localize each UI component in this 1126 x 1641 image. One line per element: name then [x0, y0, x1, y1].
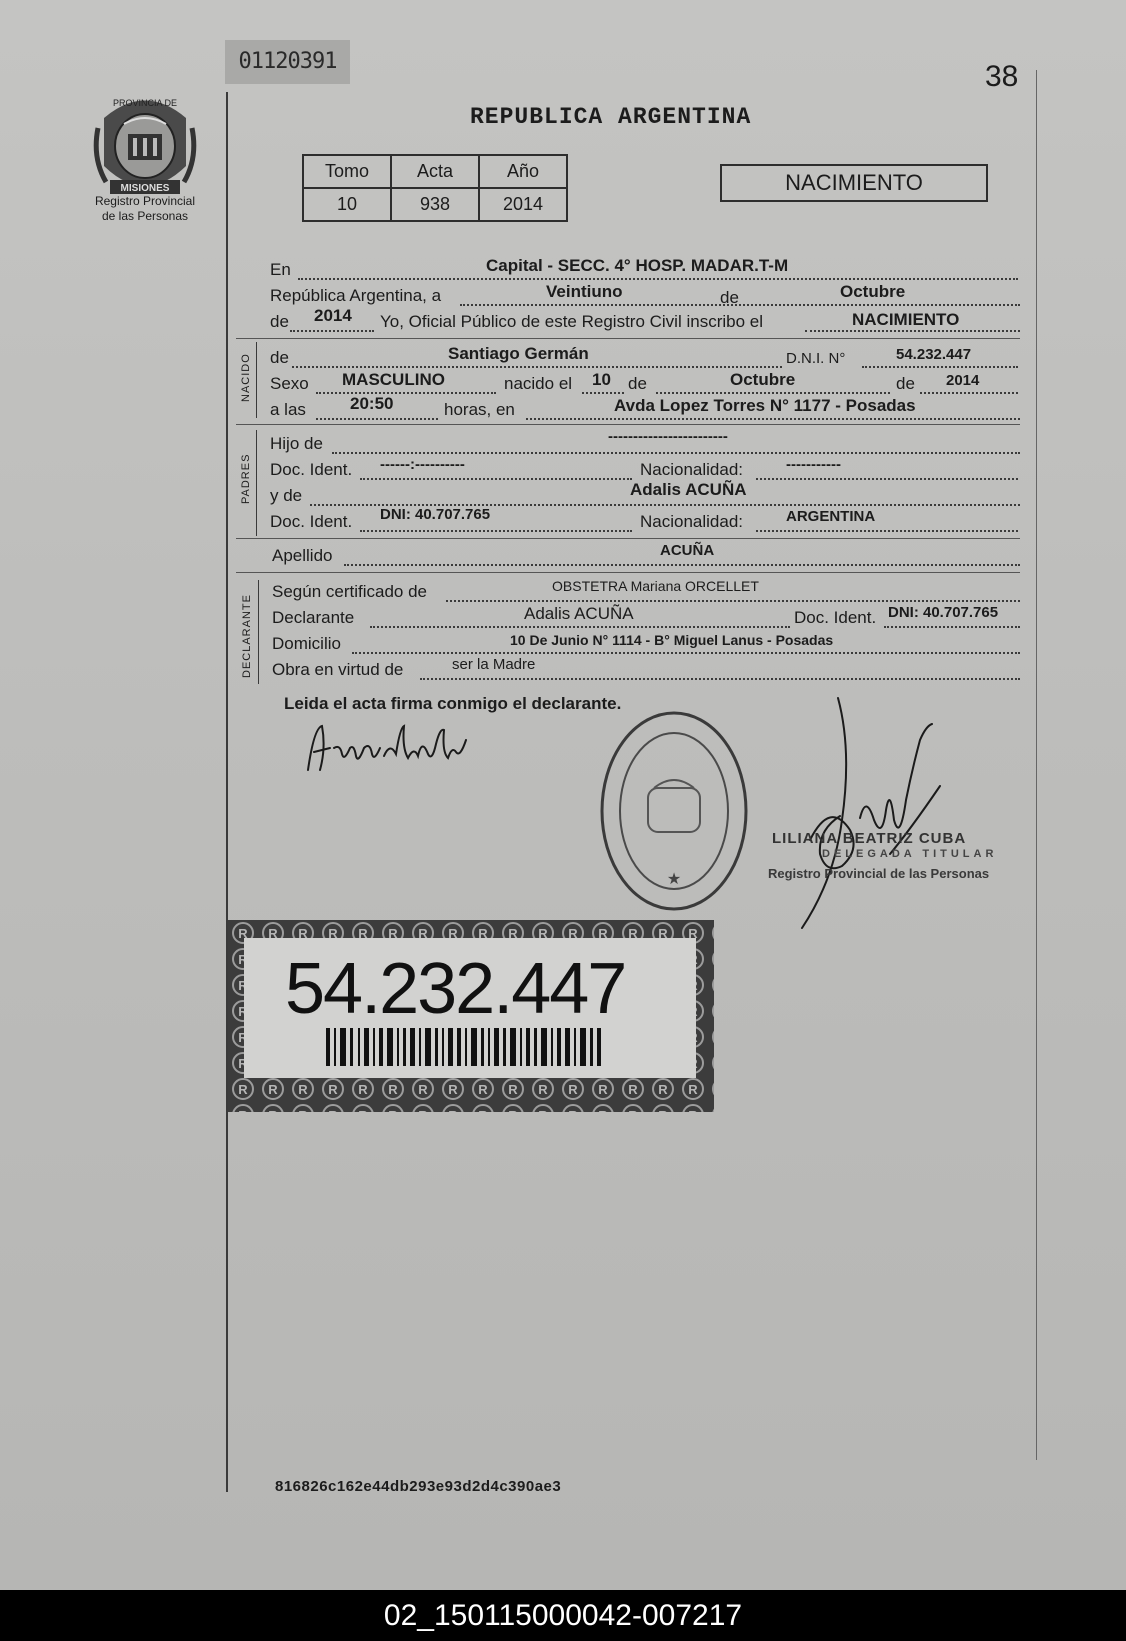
- birth-month: Octubre: [730, 370, 796, 389]
- nac2-label: Nacionalidad:: [640, 512, 744, 531]
- official-title: DELEGADA TITULAR: [822, 848, 998, 860]
- hijo-de-label: Hijo de: [270, 434, 323, 453]
- domicilio-label: Domicilio: [272, 634, 341, 653]
- logo-caption: [80, 194, 210, 224]
- footer-file-id: 02_150115000042-007217: [0, 1590, 1126, 1641]
- decl-doc-dots: [884, 626, 1020, 628]
- declarante-section-label: DECLARANTE: [241, 594, 253, 678]
- official-seal-stamp: [596, 706, 752, 916]
- doc2-label: Doc. Ident.: [270, 512, 353, 531]
- official-registry: Registro Provincial de las Personas: [768, 866, 990, 881]
- father-nationality: -----------: [786, 456, 841, 473]
- apellido-value: ACUÑA: [660, 542, 715, 559]
- nac2-dots: [756, 530, 1018, 532]
- day-dots: [582, 392, 624, 394]
- birth-de-label: de: [628, 374, 647, 393]
- padres-section-label: PADRES: [240, 453, 252, 504]
- apellido-dots: [344, 564, 1020, 566]
- record-table-header-row: [303, 155, 567, 188]
- right-margin-line: [1036, 70, 1037, 1460]
- act-year: 2014: [314, 306, 352, 325]
- apellido-top-rule: [236, 538, 1020, 539]
- official-signature: [790, 690, 960, 934]
- provincial-coat-of-arms-icon: [90, 88, 200, 206]
- record-header-anio: Año: [479, 155, 567, 188]
- nacido-top-rule: [236, 338, 1020, 339]
- mother-nationality: ARGENTINA: [786, 508, 876, 525]
- nacido-el-label: nacido el: [504, 374, 573, 393]
- nac1-label: Nacionalidad:: [640, 460, 744, 479]
- declarante-label: Declarante: [272, 608, 355, 627]
- record-type-box: NACIMIENTO: [720, 164, 988, 202]
- record-header-acta: Acta: [391, 155, 479, 188]
- obra-dots: [420, 678, 1020, 680]
- obra-label: Obra en virtud de: [272, 660, 404, 679]
- domicilio-dots: [352, 652, 1020, 654]
- father-name: ------------------------: [608, 428, 728, 445]
- y-de-label: y de: [270, 486, 303, 505]
- yo-label: Yo, Oficial Público de este Registro Civil inscribo el: [380, 312, 763, 331]
- child-sex: MASCULINO: [342, 370, 445, 389]
- a-las-label: a las: [270, 400, 306, 419]
- act-de-label: de: [720, 288, 739, 307]
- doc1-dots: [360, 478, 632, 480]
- dni-dots: [862, 366, 1018, 368]
- declarante-value: Adalis ACUÑA: [524, 604, 634, 623]
- father-doc: ------:----------: [380, 456, 465, 473]
- svg-text:★: ★: [666, 869, 682, 888]
- declarante-side-line: [258, 580, 259, 684]
- sexo-label: Sexo: [270, 374, 309, 393]
- en-dots: [298, 278, 1018, 280]
- mother-name: Adalis ACUÑA: [630, 480, 747, 499]
- record-table: [302, 154, 568, 222]
- record-table-value-row: [303, 188, 567, 221]
- birth-place-dots: [526, 418, 1020, 420]
- rep-label: República Argentina, a: [270, 286, 442, 305]
- nacido-side-line: [256, 342, 257, 418]
- birth-year: 2014: [946, 372, 980, 389]
- en-label: En: [270, 260, 291, 279]
- document-hash: 816826c162e44db293e93d2d4c390ae3: [275, 1478, 562, 1495]
- domicilio-value: 10 De Junio N° 1114 - B° Miguel Lanus - Posadas: [510, 632, 834, 648]
- time-dots: [316, 418, 438, 420]
- act-place: Capital - SECC. 4° HOSP. MADAR.T-M: [486, 256, 789, 275]
- declarante-top-rule: [236, 572, 1020, 573]
- decl-doc-value: DNI: 40.707.765: [888, 604, 999, 621]
- nacido-section-label: NACIDO: [240, 353, 252, 402]
- closing-statement: Leida el acta firma conmigo el declarante.: [284, 694, 622, 713]
- declarante-dots: [370, 626, 790, 628]
- year-dots: [290, 330, 374, 332]
- cert-dots: [446, 600, 1020, 602]
- cert-label: Según certificado de: [272, 582, 427, 601]
- doc2-dots: [360, 530, 632, 532]
- official-name: LILIANA BEATRIZ CUBA: [772, 830, 967, 847]
- birth-day: 10: [592, 370, 611, 389]
- left-margin-line: [226, 92, 228, 1492]
- record-value-tomo: 10: [303, 188, 391, 221]
- birth-time: 20:50: [350, 394, 394, 413]
- father-dots: [332, 452, 1020, 454]
- declarant-signature: [300, 718, 480, 776]
- name-dots: [292, 366, 782, 368]
- rep-dots: [460, 304, 1020, 306]
- mother-doc: DNI: 40.707.765: [380, 506, 491, 523]
- act-de-year-label: de: [270, 312, 289, 331]
- act-inscribed: NACIMIENTO: [852, 310, 960, 329]
- cert-value: OBSTETRA Mariana ORCELLET: [552, 578, 759, 594]
- nacido-de-label: de: [270, 348, 289, 367]
- birth-month-dots: [656, 392, 890, 394]
- horas-label: horas, en: [444, 400, 515, 419]
- birth-place: Avda Lopez Torres N° 1177 - Posadas: [614, 396, 916, 415]
- child-name: Santiago Germán: [448, 344, 589, 363]
- nac1-dots: [756, 478, 1018, 480]
- logo-text-top: PROVINCIA DE: [112, 98, 178, 108]
- logo-text-bottom: MISIONES: [120, 183, 170, 194]
- obra-value: ser la Madre: [452, 656, 536, 673]
- dni-label: D.N.I. N°: [786, 350, 846, 367]
- padres-side-line: [256, 430, 257, 536]
- record-header-tomo: Tomo: [303, 155, 391, 188]
- apellido-label: Apellido: [272, 546, 333, 565]
- doc1-label: Doc. Ident.: [270, 460, 353, 479]
- child-dni: 54.232.447: [896, 346, 972, 363]
- sex-dots: [316, 392, 496, 394]
- birth-year-dots: [920, 392, 1018, 394]
- document-title: REPUBLICA ARGENTINA: [470, 104, 752, 130]
- barcode-number: 54.232.447: [285, 949, 626, 1029]
- decl-doc-label: Doc. Ident.: [794, 608, 877, 627]
- logo-caption-line-1: Registro Provincial: [94, 194, 196, 208]
- page-number: 38: [985, 60, 1019, 93]
- act-month: Octubre: [840, 282, 906, 301]
- act-day-words: Veintiuno: [546, 282, 623, 301]
- serial-number: 01120391: [225, 40, 350, 84]
- record-value-acta: 938: [391, 188, 479, 221]
- inscribed-dots: [805, 330, 1020, 332]
- birth-de-year-label: de: [896, 374, 915, 393]
- logo-caption-line-2: de las Personas: [101, 209, 189, 223]
- record-value-anio: 2014: [479, 188, 567, 221]
- padres-top-rule: [236, 424, 1020, 425]
